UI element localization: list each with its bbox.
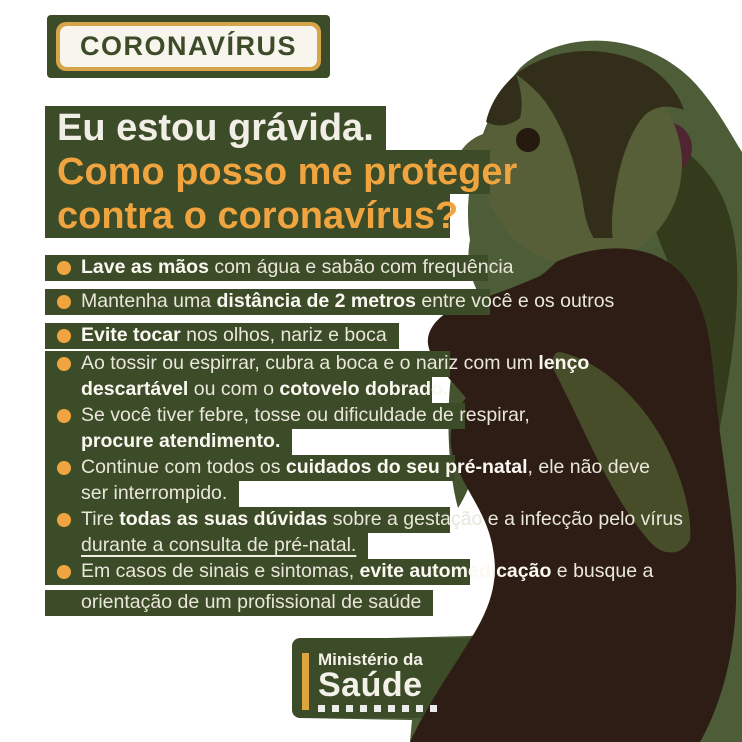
list-item-text	[45, 559, 695, 616]
title-line: Eu estou grávida.	[45, 106, 386, 150]
list-line: descartável ou com o cotovelo dobrado.	[45, 377, 460, 403]
list-line: Tire todas as suas dúvidas sobre a gestação e a infecção pelo vírus	[45, 507, 695, 533]
list-line: Mantenha uma distância de 2 metros entre você e os outros	[45, 289, 626, 315]
list-line: Se você tiver febre, tosse ou dificuldade de respirar,	[45, 403, 542, 429]
list-item-text	[45, 507, 695, 559]
bullet-icon	[57, 261, 71, 275]
list-line: ser interrompido.	[45, 481, 239, 507]
list-line: Evite tocar nos olhos, nariz e boca	[45, 323, 399, 349]
title-line: Como posso me proteger	[45, 150, 529, 194]
badge-label: CORONAVÍRUS	[80, 31, 298, 61]
list-item-text	[45, 255, 695, 281]
list-item	[45, 323, 695, 349]
list-item	[45, 559, 695, 616]
list-line: procure atendimento.	[45, 429, 292, 455]
title-line: contra o coronavírus?	[45, 194, 470, 238]
bullet-icon	[57, 461, 71, 475]
list-item	[45, 403, 695, 455]
protection-list	[45, 255, 695, 616]
logo-gold-bar-icon	[302, 653, 309, 710]
list-line: Lave as mãos com água e sabão com frequência	[45, 255, 526, 281]
list-item-text	[45, 289, 695, 315]
list-item	[45, 255, 695, 281]
title-block	[45, 106, 529, 238]
badge-inner	[60, 26, 317, 67]
list-line: Ao tossir ou espirrar, cubra a boca e o nariz com um lenço	[45, 351, 601, 377]
bullet-icon	[57, 513, 71, 527]
list-item-text	[45, 455, 695, 507]
list-item	[45, 289, 695, 315]
list-line: Continue com todos os cuidados do seu pré-natal, ele não deve	[45, 455, 662, 481]
list-line: durante a consulta de pré-natal.	[45, 533, 368, 559]
bullet-icon	[57, 295, 71, 309]
list-item-text	[45, 323, 695, 349]
list-item-text	[45, 351, 695, 403]
list-item	[45, 455, 695, 507]
coronavirus-badge	[47, 15, 330, 78]
logo-texture-marks	[318, 705, 442, 712]
list-item	[45, 351, 695, 403]
ministry-logo	[302, 650, 442, 712]
logo-text	[318, 650, 442, 702]
badge-gold-frame	[56, 22, 321, 71]
list-item-text	[45, 403, 695, 455]
bullet-icon	[57, 357, 71, 371]
logo-ministry-label: Ministério da	[318, 650, 423, 669]
bullet-icon	[57, 329, 71, 343]
bullet-icon	[57, 409, 71, 423]
logo-ministry-name: Saúde	[318, 666, 423, 704]
list-item	[45, 507, 695, 559]
list-line: orientação de um profissional de saúde	[45, 590, 433, 616]
list-line: Em casos de sinais e sintomas, evite automedicação e busque a	[45, 559, 665, 585]
bullet-icon	[57, 565, 71, 579]
